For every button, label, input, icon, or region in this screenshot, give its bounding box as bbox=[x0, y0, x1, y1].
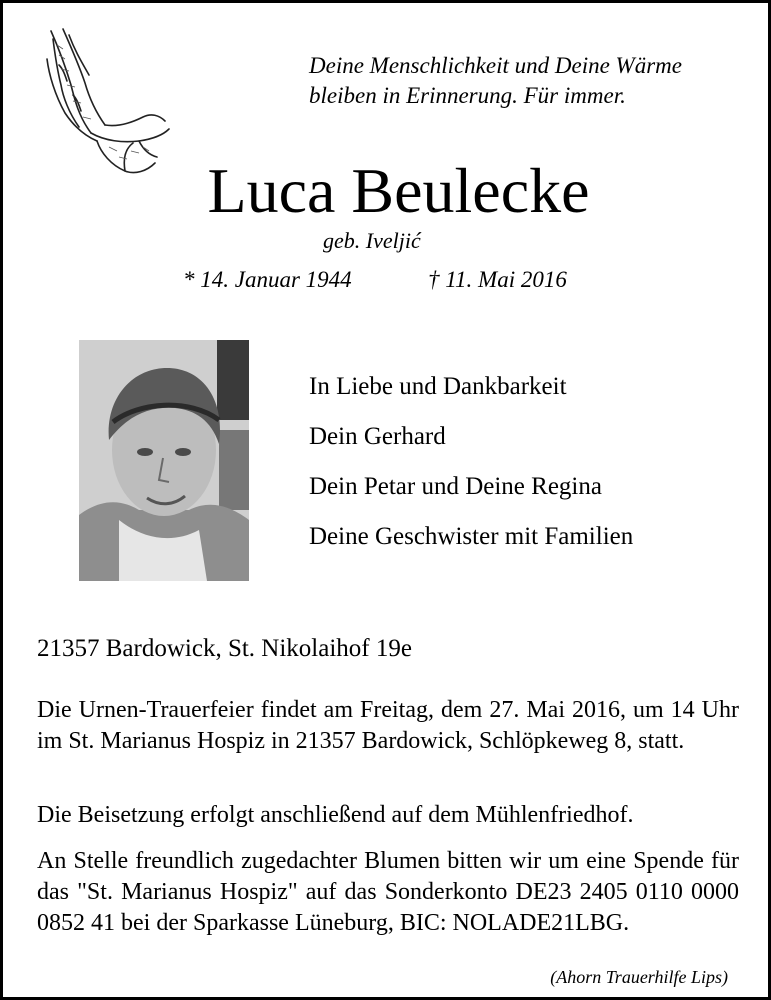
mourner-line: Deine Geschwister mit Familien bbox=[309, 523, 634, 550]
donation-paragraph: An Stelle freundlich zugedachter Blumen bitten wir um eine Spende für das "St. Marianus Hospiz" auf das Sonderkonto DE23 2405 0110 0000 0852 41 bei der Sparkasse Lüneburg, BIC: NOLADE21LBG. bbox=[37, 848, 739, 936]
death-date: † 11. Mai 2016 bbox=[428, 267, 567, 292]
mourner-line: In Liebe und Dankbarkeit bbox=[309, 373, 567, 400]
portrait-illustration bbox=[79, 340, 249, 581]
mourner-line: Dein Gerhard bbox=[309, 423, 446, 450]
family-address: 21357 Bardowick, St. Nikolaihof 19e bbox=[37, 635, 412, 662]
quote-line-1: Deine Menschlichkeit und Deine Wärme bbox=[309, 53, 682, 78]
burial-paragraph: Die Beisetzung erfolgt anschließend auf dem Mühlenfriedhof. bbox=[37, 802, 634, 828]
portrait-photo bbox=[79, 340, 249, 581]
quote-line-2: bleiben in Erinnerung. Für immer. bbox=[309, 83, 626, 108]
funeral-home-credit: (Ahorn Trauerhilfe Lips) bbox=[550, 967, 728, 987]
birth-date: * 14. Januar 1944 bbox=[183, 267, 352, 292]
deceased-name: Luca Beulecke bbox=[207, 155, 590, 226]
memorial-quote bbox=[309, 51, 759, 111]
mourner-line: Dein Petar und Deine Regina bbox=[309, 473, 602, 500]
maiden-name: geb. Iveljić bbox=[323, 228, 421, 253]
mourners-list bbox=[309, 367, 633, 567]
ceremony-paragraph: Die Urnen-Trauerfeier findet am Freitag, dem 27. Mai 2016, um 14 Uhr im St. Marianus Hospiz in 21357 Bardowick, Schlöpkeweg 8, statt. bbox=[37, 697, 739, 754]
